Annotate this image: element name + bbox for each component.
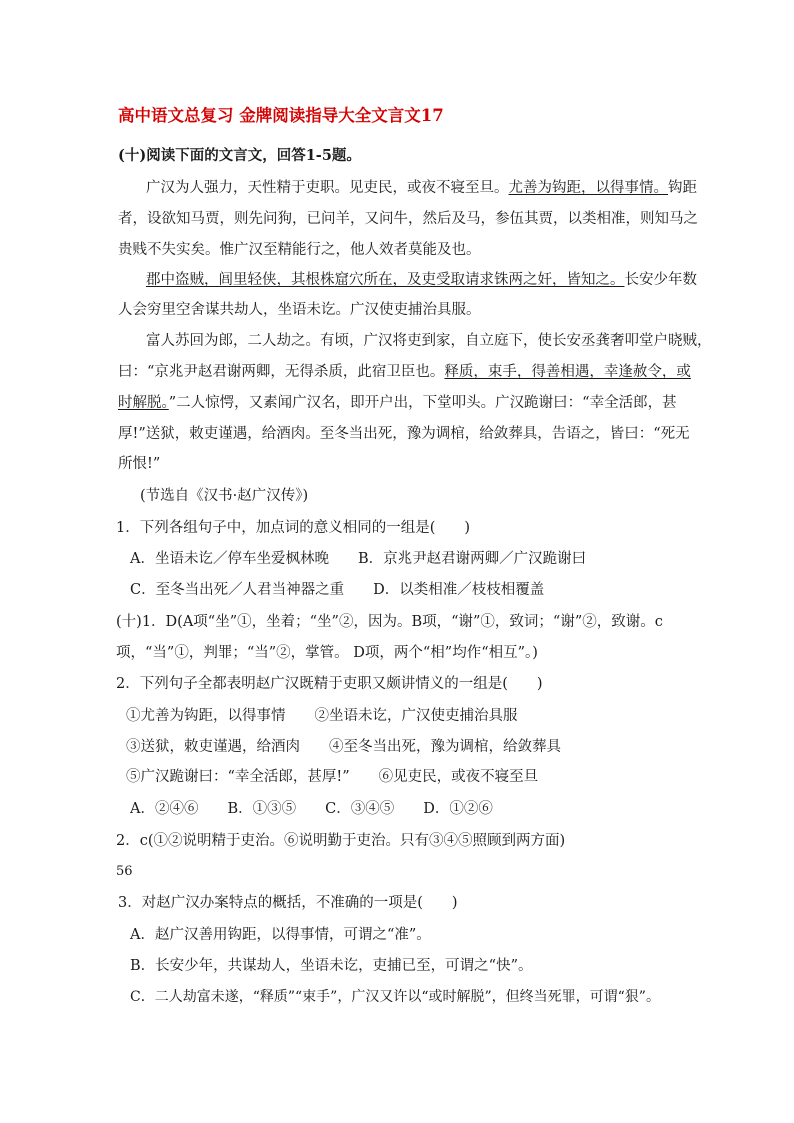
question-1-stem: 1．下列各组句子中，加点词的意义相同的一组是( ) xyxy=(116,520,471,536)
question-1-answer: 项，“当”①，判罪；“当”②，掌管。 D项，两个“相”均作“相互”。) xyxy=(116,645,538,661)
document-title: 高中语文总复习 金牌阅读指导大全文言文17 xyxy=(118,106,444,125)
passage-line: 厚!”送狱，敕吏谨遇，给酒肉。至冬当出死，豫为调棺，给敛葬具，告语之，皆曰：“死无 xyxy=(118,426,690,442)
passage-line: 贵贱不失实矣。惟广汉至精能行之，他人效者莫能及也。 xyxy=(118,242,481,258)
passage-text: 钩距 xyxy=(668,180,697,196)
passage-line xyxy=(118,393,677,413)
passage-line xyxy=(146,270,697,290)
passage-line: 所恨!” xyxy=(118,456,161,472)
passage-line: 富人苏回为郎，二人劫之。有顷，广汉将吏到家，自立庭下，使长安丞龚奢叩堂户晓贼， xyxy=(146,333,712,349)
question-2-sentences: ③送狱，敕吏谨遇，给酒肉 ④至冬当出死，豫为调棺，给敛葬具 xyxy=(126,739,561,755)
question-1-options-ab: A．坐语未讫／停车坐爱枫林晚 B．京兆尹赵君谢两卿／广汉跪谢曰 xyxy=(130,551,587,567)
passage-text: 曰：“京兆尹赵君谢两卿，无得杀质，此宿卫臣也。 xyxy=(118,364,445,380)
question-3-option-b: B．长安少年，共谋劫人，坐语未讫，吏捕已至，可谓之“快”。 xyxy=(130,958,533,974)
passage-text: ”二人惊愕，又素闻广汉名，即开户出，下堂叩头。广汉跪谢曰：“幸全活郎，甚 xyxy=(168,395,677,411)
passage-source: (节选自《汉书·赵广汉传》) xyxy=(140,488,309,504)
question-2-sentences: ①尤善为钩距，以得事情 ②坐语未讫，广汉使吏捕治具服 xyxy=(126,708,518,724)
question-2-answer: 2．c(①②说明精于吏治。⑥说明勤于吏治。只有③④⑤照顾到两方面) xyxy=(116,833,566,849)
question-1-answer: (十)1．D(A项“坐”①，坐着；“坐”②，因为。B项，“谢”①，致词；“谢”②，致谢。c xyxy=(116,614,663,630)
underlined-sentence: 尤善为钩距，以得事情。 xyxy=(508,180,668,196)
passage-line: 者，设欲知马贾，则先问狗，已问羊，又问牛，然后及马，参伍其贾，以类相准，则知马之 xyxy=(118,211,698,227)
passage-text: 广汉为人强力，天性精于吏职。见吏民，或夜不寝至旦。 xyxy=(146,180,509,196)
underlined-sentence: 释质，束手，得善相遇，幸逢赦令，或 xyxy=(444,364,691,380)
section-heading: (十)阅读下面的文言文，回答1-5题。 xyxy=(118,147,361,164)
passage-line xyxy=(118,362,691,382)
page-number: 56 xyxy=(116,864,133,879)
passage-line xyxy=(146,178,697,198)
passage-text: 长安少年数 xyxy=(624,272,697,288)
question-3-option-a: A．赵广汉善用钩距，以得事情，可谓之“准”。 xyxy=(130,927,431,943)
underlined-sentence: 郡中盗贼，闾里轻侠，其根株窟穴所在，及吏受取请求铢两之奸，皆知之。 xyxy=(146,272,625,288)
passage-line: 人会穷里空舍谋共劫人，坐语未讫。广汉使吏捕治具服。 xyxy=(118,302,481,318)
question-2-stem: 2．下列句子全都表明赵广汉既精于吏职又颇讲情义的一组是( ) xyxy=(116,676,543,692)
question-3-option-c: C．二人劫富未遂，“释质”“束手”，广汉又许以“或时解脱”，但终当死罪，可谓“狠”。 xyxy=(130,989,660,1005)
question-2-sentences: ⑤广汉跪谢曰：“幸全活郎，甚厚!” ⑥见吏民，或夜不寝至旦 xyxy=(126,769,539,785)
question-1-options-cd: C．至冬当出死／人君当神器之重 D．以类相准／枝枝相覆盖 xyxy=(130,582,545,598)
underlined-sentence: 时解脱。 xyxy=(118,395,169,411)
question-2-options: A．②④⑥ B．①③⑤ C．③④⑤ D．①②⑥ xyxy=(130,801,493,817)
question-3-stem: 3．对赵广汉办案特点的概括，不准确的一项是( ) xyxy=(118,895,458,911)
